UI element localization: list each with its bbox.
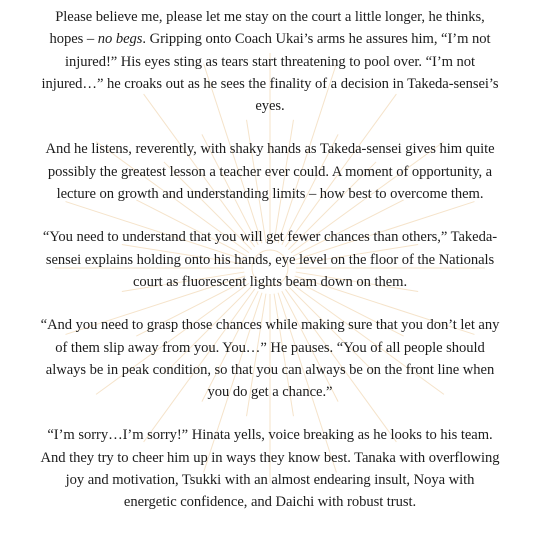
paragraph-1 — [38, 6, 502, 117]
paragraph-1-start: Please believe me, please let me stay on the court a little longer, he thinks, hopes – — [49, 9, 485, 48]
paragraph-4: “And you need to grasp those chances while making sure that you don’t let any of them slip away from you. You…” He pauses. “You of all people should always be in peak condition, so that you can always be on the front line when you do get a chance.” — [40, 317, 500, 401]
paragraph-3: “You need to understand that you will get fewer chances than others,” Takeda-sensei explains holding onto his hands, eye level on the floor of the Nationals court as fluorescent lights beam down on them. — [42, 229, 498, 290]
paragraph-2: And he listens, reverently, with shaky hands as Takeda-sensei gives him quite possibly the greatest lesson a teacher ever could. A moment of opportunity, a lecture on growth and understanding limits – how best to overcome them. — [45, 141, 495, 203]
paragraph-1-end: . Gripping onto Coach Ukai’s arms he assures him, “I’m not injured!” His eyes sting as tears start threatening to pool over. “I’m not injured…” he croaks out as he sees the finality of a decision in Takeda-sensei’s eyes. — [41, 31, 499, 115]
paragraph-5: “I’m sorry…I’m sorry!” Hinata yells, voice breaking as he looks to his team. And they try to cheer him up in ways they know best. Tanaka with overflowing joy and motivation, Tsukki with an almost endearing insult, Noya with energetic confidence, and Daichi with robust trust. — [40, 427, 500, 511]
emphasis-text: no begs — [97, 31, 143, 48]
